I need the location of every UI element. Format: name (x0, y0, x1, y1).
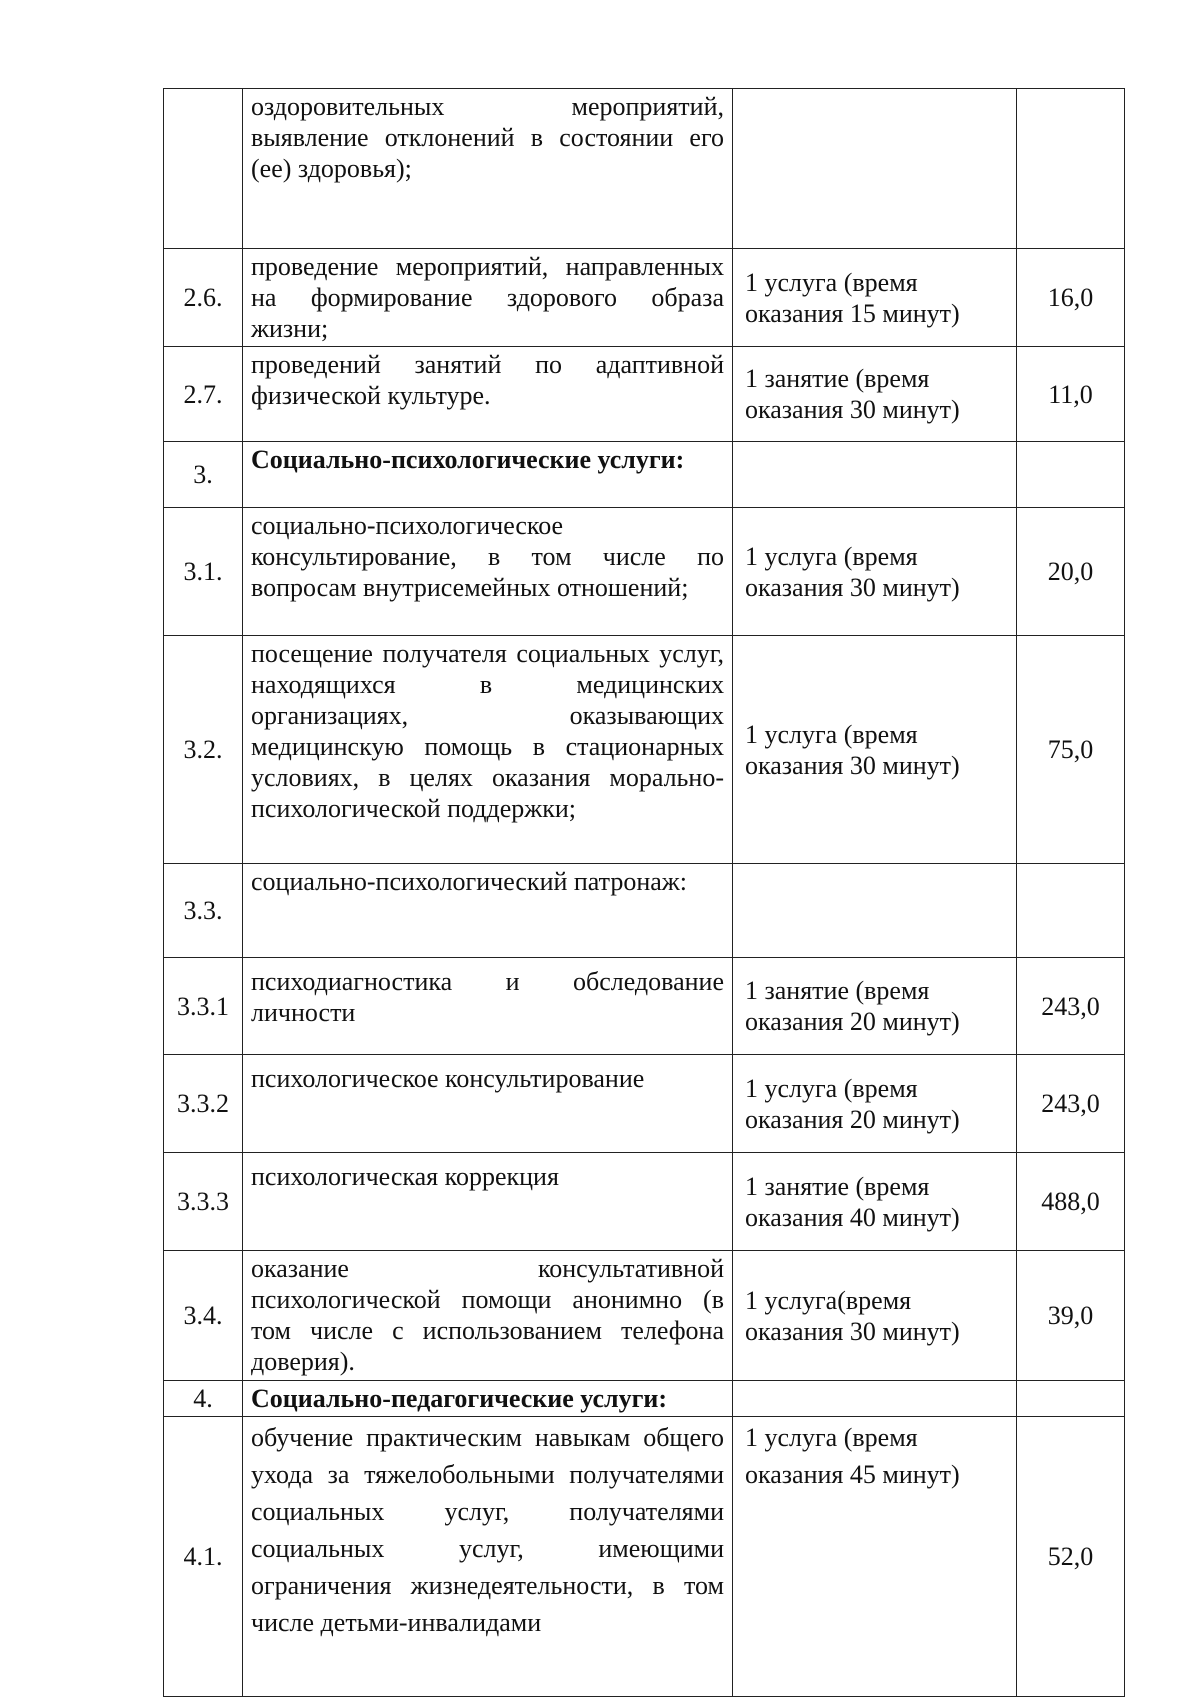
service-unit: 1 услуга (время оказания 45 минут) (733, 1417, 1017, 1697)
service-unit: 1 услуга (время оказания 30 минут) (733, 636, 1017, 864)
service-value (1017, 1381, 1125, 1417)
table-row (164, 958, 1125, 1055)
service-unit (733, 89, 1017, 249)
service-unit: 1 занятие (время оказания 30 минут) (733, 347, 1017, 442)
service-name: проведений занятий по адаптивной физической культуре. (243, 347, 733, 442)
service-name: посещение получателя социальных услуг, находящихся в медицинских организациях, оказывающих медицинскую помощь в стационарных условиях, в целях оказания морально-психологической поддержки; (243, 636, 733, 864)
services-table (163, 88, 1125, 1697)
table-row (164, 249, 1125, 347)
section-title: Социально-педагогические услуги: (243, 1381, 733, 1417)
service-unit: 1 занятие (время оказания 40 минут) (733, 1153, 1017, 1251)
service-name: социально-психологическое консультирование, в том числе по вопросам внутрисемейных отношений; (243, 508, 733, 636)
service-name: обучение практическим навыкам общего ухода за тяжелобольными получателями социальных услуг, получателями социальных услуг, имеющими ограничения жизнедеятельности, в том числе детьми-инвалидами (243, 1417, 733, 1697)
service-value: 75,0 (1017, 636, 1125, 864)
service-unit: 1 занятие (время оказания 20 минут) (733, 958, 1017, 1055)
table-row (164, 1417, 1125, 1697)
section-number: 3. (164, 442, 243, 508)
table-row (164, 1055, 1125, 1153)
row-number: 3.4. (164, 1251, 243, 1381)
row-number: 4.1. (164, 1417, 243, 1697)
service-value: 243,0 (1017, 958, 1125, 1055)
row-number: 3.3.1 (164, 958, 243, 1055)
section-number: 4. (164, 1381, 243, 1417)
row-number: 2.6. (164, 249, 243, 347)
table-row (164, 347, 1125, 442)
service-value: 52,0 (1017, 1417, 1125, 1697)
service-value (1017, 442, 1125, 508)
service-name: оказание консультативной психологической помощи анонимно (в том числе с использованием телефона доверия). (243, 1251, 733, 1381)
row-number: 3.3. (164, 864, 243, 958)
row-number: 3.2. (164, 636, 243, 864)
service-name: психологическое консультирование (243, 1055, 733, 1153)
row-number: 3.3.2 (164, 1055, 243, 1153)
service-value: 488,0 (1017, 1153, 1125, 1251)
service-value (1017, 89, 1125, 249)
service-unit (733, 864, 1017, 958)
service-value: 20,0 (1017, 508, 1125, 636)
table-row (164, 864, 1125, 958)
service-name: оздоровительных мероприятий, выявление отклонений в состоянии его (ее) здоровья); (243, 89, 733, 249)
service-unit: 1 услуга (время оказания 15 минут) (733, 249, 1017, 347)
service-value: 16,0 (1017, 249, 1125, 347)
table-row (164, 508, 1125, 636)
service-value (1017, 864, 1125, 958)
section-title: Социально-психологические услуги: (243, 442, 733, 508)
row-number: 2.7. (164, 347, 243, 442)
service-unit: 1 услуга (время оказания 30 минут) (733, 508, 1017, 636)
service-value: 39,0 (1017, 1251, 1125, 1381)
service-unit: 1 услуга(время оказания 30 минут) (733, 1251, 1017, 1381)
service-name: психологическая коррекция (243, 1153, 733, 1251)
service-name: психодиагностика и обследование личности (243, 958, 733, 1055)
service-name: проведение мероприятий, направленных на формирование здорового образа жизни; (243, 249, 733, 347)
table-row (164, 636, 1125, 864)
section-row (164, 442, 1125, 508)
table-row (164, 1251, 1125, 1381)
row-number (164, 89, 243, 249)
table-row (164, 1153, 1125, 1251)
service-name: социально-психологический патронаж: (243, 864, 733, 958)
service-value: 11,0 (1017, 347, 1125, 442)
table-row (164, 89, 1125, 249)
service-value: 243,0 (1017, 1055, 1125, 1153)
service-unit (733, 1381, 1017, 1417)
row-number: 3.3.3 (164, 1153, 243, 1251)
row-number: 3.1. (164, 508, 243, 636)
section-row (164, 1381, 1125, 1417)
service-unit: 1 услуга (время оказания 20 минут) (733, 1055, 1017, 1153)
service-unit (733, 442, 1017, 508)
